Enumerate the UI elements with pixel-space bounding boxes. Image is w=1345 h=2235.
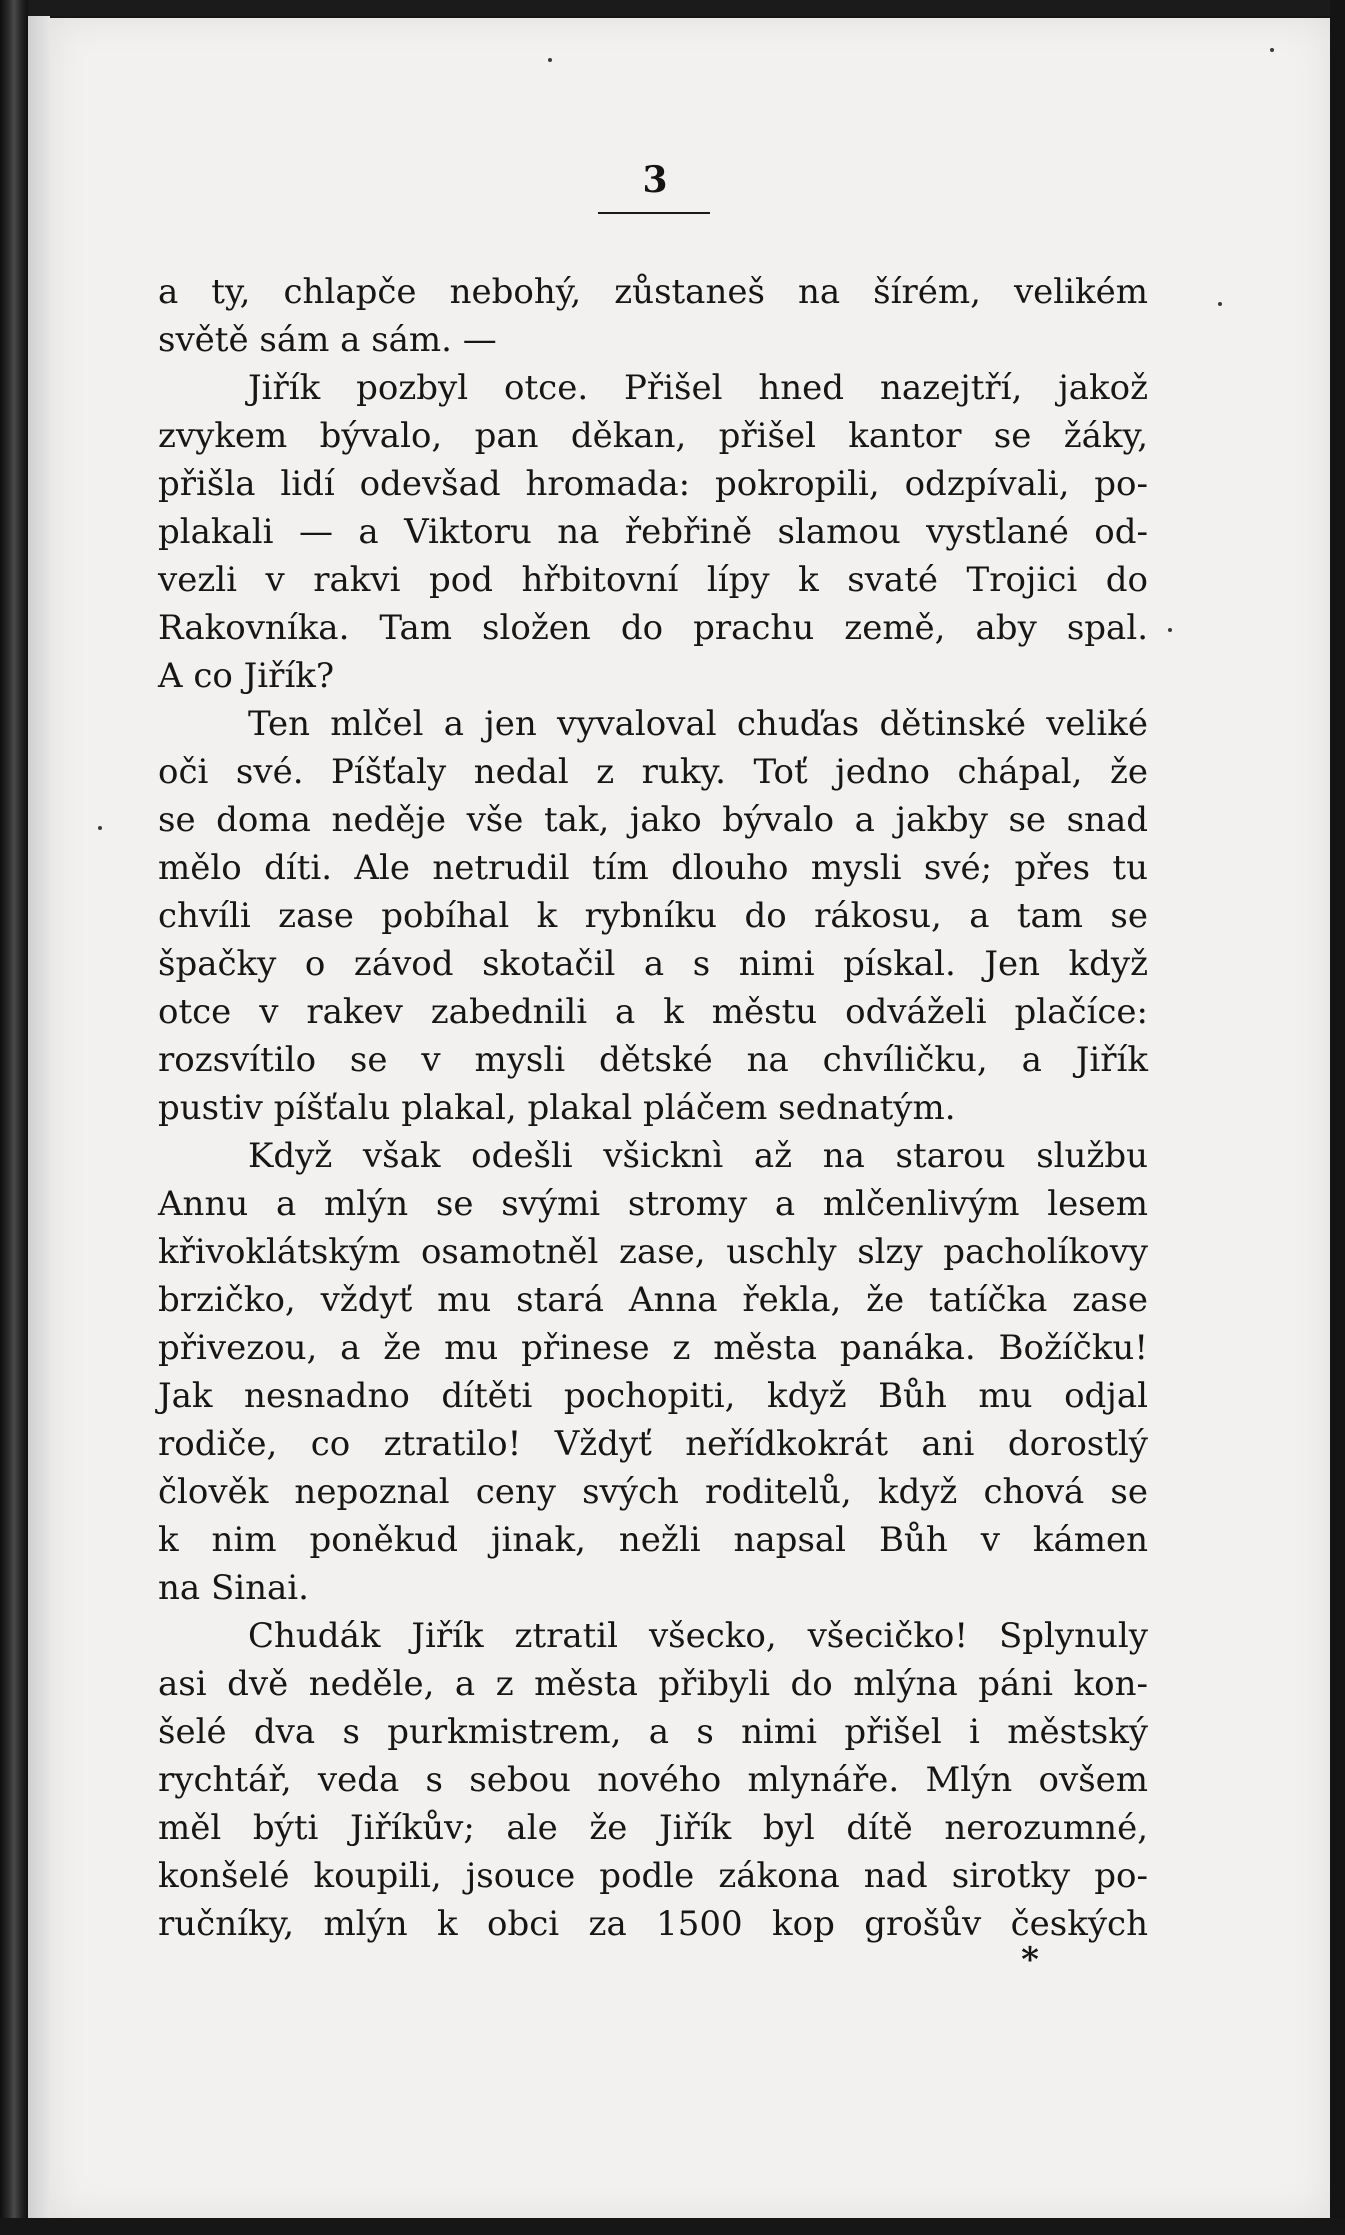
text-line: k nim poněkud jinak, nežli napsal Bůh v kámen [158,1520,1148,1560]
text-line: Rakovníka. Tam složen do prachu země, aby spal. [158,608,1148,648]
text-line: světě sám a sám. — [158,320,497,360]
text-line: pustiv píšťalu plakal, plakal pláčem sednatým. [158,1088,956,1128]
scan-right-border [1330,0,1345,2235]
page-number-rule [598,212,710,214]
text-line: Ten mlčel a jen vyvaloval chuďas dětinské veliké [248,704,1148,744]
dust-speck [1270,48,1274,52]
scan-bottom-border [0,2218,1345,2235]
text-line: A co Jiřík? [158,656,335,696]
page-number: 3 [642,159,668,201]
text-line: Jiřík pozbyl otce. Přišel hned nazejtří, jakož [248,368,1148,408]
text-line: konšelé koupili, jsouce podle zákona nad sirotky po- [158,1856,1148,1896]
dust-speck [548,58,552,62]
scan-top-border [0,0,1345,16]
text-line: plakali — a Viktoru na řebřině slamou vystlané od- [158,512,1148,552]
text-line: špačky o závod skotačil a s nimi pískal. Jen když [158,944,1148,984]
text-line: asi dvě neděle, a z města přibyli do mlýna páni kon- [158,1664,1148,1704]
book-spine [0,0,28,2235]
text-line: šelé dva s purkmistrem, a s nimi přišel i městský [158,1712,1148,1752]
previous-page-edge [28,16,52,2221]
text-line: přivezou, a že mu přinese z města panáka. Božíčku! [158,1328,1148,1368]
text-line: měl býti Jiříkův; ale že Jiřík byl dítě nerozumné, [158,1808,1148,1848]
text-line: člověk nepoznal ceny svých roditelů, když chová se [158,1472,1148,1512]
text-line: Když však odešli všicknì až na starou službu [248,1136,1148,1176]
text-line: oči své. Píšťaly nedal z ruky. Toť jedno chápal, že [158,752,1148,792]
text-line: zvykem bývalo, pan děkan, přišel kantor se žáky, [158,416,1148,456]
text-line: ručníky, mlýn k obci za 1500 kop grošův českých [158,1904,1148,1944]
text-line: křivoklátským osamotněl zase, uschly slzy pacholíkovy [158,1232,1148,1272]
text-line: brzičko, vždyť mu stará Anna řekla, že tatíčka zase [158,1280,1148,1320]
dust-speck [1168,628,1172,632]
text-line: rychtář, veda s sebou nového mlynáře. Mlýn ovšem [158,1760,1148,1800]
text-line: mělo díti. Ale netrudil tím dlouho mysli své; přes tu [158,848,1148,888]
text-line: a ty, chlapče nebohý, zůstaneš na šírém, velikém [158,272,1148,312]
text-line: Annu a mlýn se svými stromy a mlčenlivým lesem [158,1184,1148,1224]
text-line: vezli v rakvi pod hřbitovní lípy k svaté Trojici do [158,560,1148,600]
text-line: rozsvítilo se v mysli dětské na chvíličku, a Jiřík [158,1040,1148,1080]
text-line: rodiče, co ztratilo! Vždyť neřídkokrát ani dorostlý [158,1424,1148,1464]
text-line: na Sinai. [158,1568,309,1608]
signature-mark: * [1021,1940,1039,1980]
dust-speck [98,826,102,830]
text-line: se doma neděje vše tak, jako bývalo a jakby se snad [158,800,1148,840]
text-line: Chudák Jiřík ztratil všecko, všecičko! Splynuly [248,1616,1148,1656]
dust-speck [1218,302,1222,306]
text-line: otce v rakev zabednili a k městu odváželi plačíce: [158,992,1148,1032]
body-text [158,268,1148,1948]
text-line: Jak nesnadno dítěti pochopiti, když Bůh mu odjal [158,1376,1148,1416]
text-line: přišla lidí odevšad hromada: pokropili, odzpívali, po- [158,464,1148,504]
text-line: chvíli zase pobíhal k rybníku do rákosu, a tam se [158,896,1148,936]
